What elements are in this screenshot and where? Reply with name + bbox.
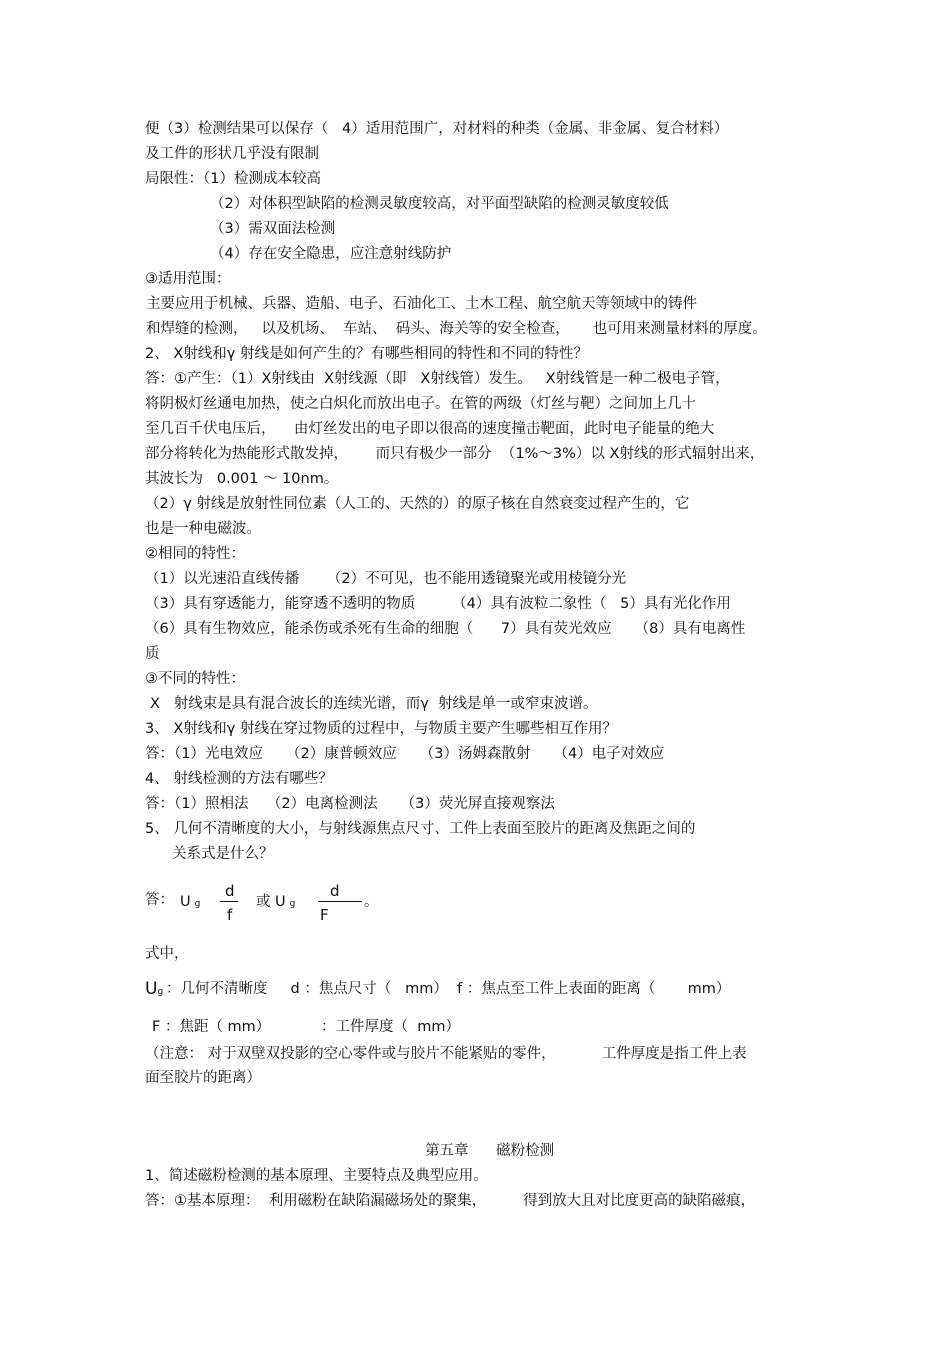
formula-or: 或: [256, 894, 271, 910]
symbol-ug: Ug: [145, 979, 164, 999]
text-line: 质: [145, 646, 160, 662]
text-line: ③不同的特性：: [145, 671, 245, 687]
fraction-bar: [318, 901, 362, 902]
text-line: 至几百千伏电压后， 由灯丝发出的电子即以很高的速度撞击靶面，此时电子能量的绝大: [145, 421, 715, 437]
text-line: （3）具有穿透能力，能穿透不透明的物质 （4）具有波粒二象性（ 5）具有光化作用: [145, 596, 731, 612]
text-line: 便（3）检测结果可以保存（ 4）适用范围广，对材料的种类（金属、非金属、复合材料）: [145, 121, 729, 137]
text-line: 及工件的形状几乎没有限制: [145, 146, 319, 162]
formula-u: Ug: [275, 894, 296, 910]
text-line: （注意： 对于双壁双投影的空心零件或与胶片不能紧贴的零件， 工件厚度是指工件上表: [145, 1046, 747, 1062]
text-line: 将阴极灯丝通电加热，使之白炽化而放出电子。在管的两级（灯丝与靶）之间加上几十: [145, 396, 696, 412]
text-line: （1）以光速沿直线传播 （2）不可见，也不能用透镜聚光或用棱镜分光: [145, 571, 627, 587]
text-line: 其波长为 0.001 ～ 10nm。: [145, 471, 339, 487]
text-line: 局限性：（1）检测成本较高: [145, 171, 321, 187]
fraction-denominator: f: [227, 906, 233, 924]
text-line: ②相同的特性：: [145, 546, 245, 562]
text-line: 答：①基本原理： 利用磁粉在缺陷漏磁场处的聚集， 得到放大且对比度更高的缺陷磁痕，: [145, 1193, 756, 1209]
text-line: 和焊缝的检测， 以及机场、 车站、 码头、海关等的安全检查， 也可用来测量材料的厚度。: [146, 321, 767, 337]
fraction-denominator: F: [320, 906, 329, 924]
formula-prefix: 答：: [145, 892, 174, 908]
text-line: 关系式是什么？: [172, 846, 274, 862]
text-line: 答：（1）照相法 （2）电离检测法 （3）荧光屏直接观察法: [145, 796, 555, 812]
formula-u: Ug: [180, 894, 201, 910]
text-line: （3）需双面法检测: [210, 221, 336, 237]
text-line: 面至胶片的距离）: [145, 1070, 261, 1086]
text-line: F ：焦距（ mm） ：工件厚度（ mm）: [152, 1019, 460, 1035]
text-line: ③适用范围：: [145, 271, 231, 287]
formula-end: 。: [364, 894, 379, 910]
text-line: 答：（1）光电效应 （2）康普顿效应 （3）汤姆森散射 （4）电子对效应: [145, 746, 665, 762]
text-line: 主要应用于机械、兵器、造船、电子、石油化工、土木工程、航空航天等领域中的铸件: [146, 296, 697, 312]
text-line: 2、 X射线和γ 射线是如何产生的？有哪些相同的特性和不同的特性？: [145, 346, 588, 362]
text-line: （2）对体积型缺陷的检测灵敏度较高，对平面型缺陷的检测灵敏度较低: [210, 196, 669, 212]
text-line: 式中，: [145, 946, 189, 962]
text-line: ：几何不清晰度 d ：焦点尺寸（ mm） f ：焦点至工件上表面的距离（ mm）: [166, 981, 731, 997]
text-line: 3、 X射线和γ 射线在穿过物质的过程中，与物质主要产生哪些相互作用？: [145, 721, 617, 737]
fraction-numerator: d: [330, 882, 340, 900]
text-line: 5、 几何不清晰度的大小，与射线源焦点尺寸、工件上表面至胶片的距离及焦距之间的: [145, 821, 696, 837]
fraction-bar: [220, 901, 238, 902]
text-line: 4、 射线检测的方法有哪些？: [145, 771, 333, 787]
chapter-heading: 第五章 磁粉检测: [425, 1143, 555, 1159]
text-line: 部分将转化为热能形式散发掉， 而只有极少一部分 （1%～3%）以 X射线的形式辐射出来，: [145, 446, 765, 462]
fraction-numerator: d: [225, 882, 235, 900]
text-line: 也是一种电磁波。: [145, 521, 261, 537]
text-line: X 射线束是具有混合波长的连续光谱，而γ 射线是单一或窄束波谱。: [150, 696, 598, 712]
text-line: （2）γ 射线是放射性同位素（人工的、天然的）的原子核在自然衰变过程产生的，它: [145, 496, 690, 512]
text-line: （4）存在安全隐患，应注意射线防护: [210, 246, 452, 262]
text-line: （6）具有生物效应，能杀伤或杀死有生命的细胞（ 7）具有荧光效应 （8）具有电离性: [145, 621, 746, 637]
text-line: 答：①产生：（1）X射线由 X射线源（即 X射线管）发生。 X射线管是一种二极电子管，: [145, 371, 730, 387]
text-line: 1、简述磁粉检测的基本原理、主要特点及典型应用。: [145, 1168, 488, 1184]
